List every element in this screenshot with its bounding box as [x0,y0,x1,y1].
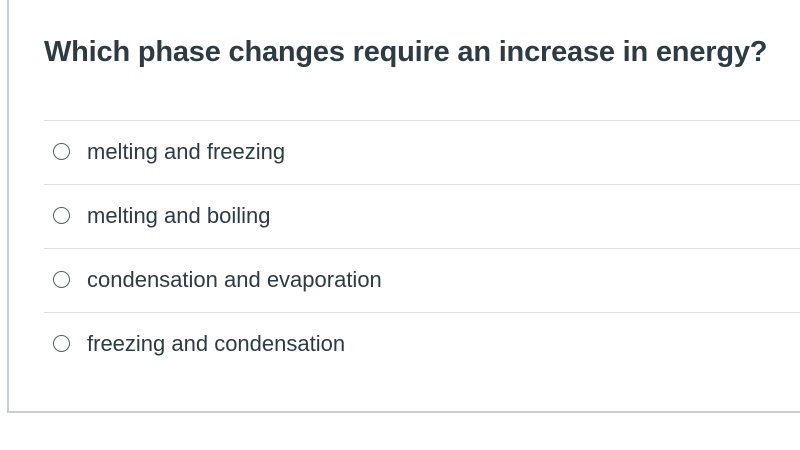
answer-option-1[interactable] [44,120,800,184]
answer-option-2[interactable] [44,184,800,248]
answer-label: freezing and condensation [87,331,346,356]
answer-option-4[interactable] [44,312,800,376]
quiz-question-card [7,0,800,413]
radio-button-icon[interactable] [53,207,70,224]
radio-button-icon[interactable] [53,335,70,352]
radio-button-icon[interactable] [53,143,70,160]
radio-button-icon[interactable] [53,271,70,288]
question-text: Which phase changes require an increase in energy? [44,36,768,68]
answer-label: condensation and evaporation [87,267,382,292]
answer-label: melting and freezing [87,139,286,164]
answer-list [44,120,800,376]
answer-option-3[interactable] [44,248,800,312]
answer-label: melting and boiling [87,203,271,228]
